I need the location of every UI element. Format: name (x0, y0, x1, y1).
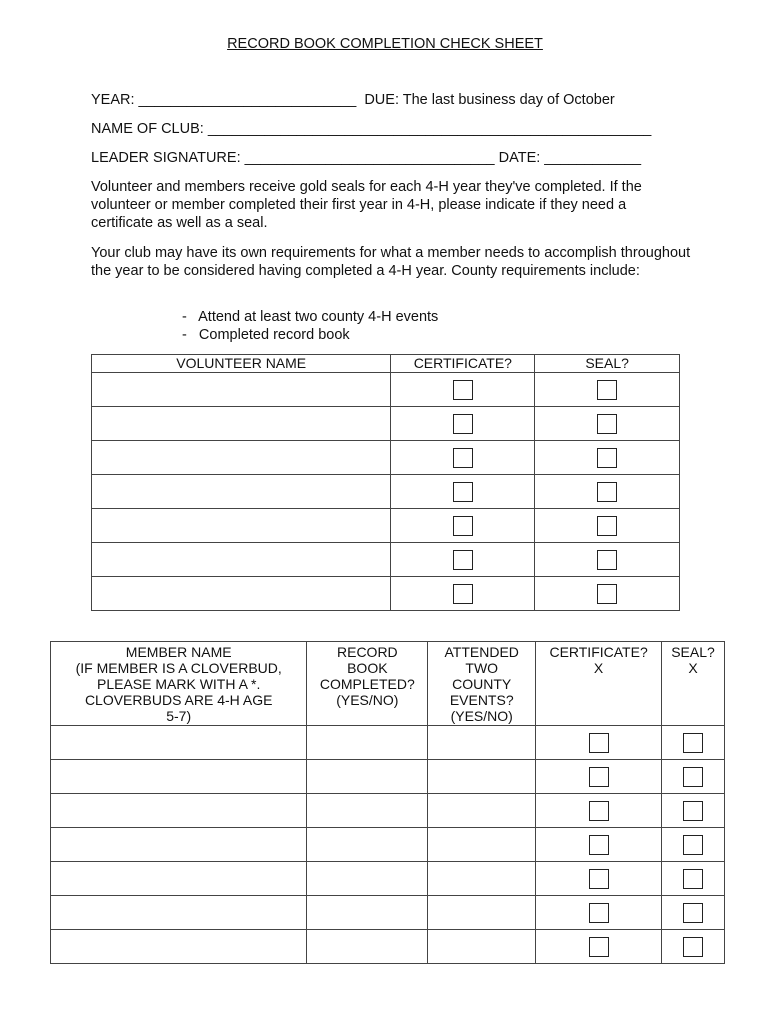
seal-checkbox[interactable] (597, 482, 617, 502)
leader-signature-line[interactable]: LEADER SIGNATURE: _______________________________ DATE: ____________ (91, 150, 642, 166)
attended-events-header (428, 642, 536, 726)
header-line: RECORD (337, 644, 398, 660)
certificate-checkbox[interactable] (453, 414, 473, 434)
seal-cell (662, 726, 725, 760)
header-line: X (688, 660, 698, 676)
table-row (92, 475, 680, 509)
attended-events-cell[interactable] (428, 930, 536, 964)
table-row (51, 794, 725, 828)
seal-cell (662, 862, 725, 896)
record-book-cell[interactable] (307, 862, 428, 896)
certificate-checkbox[interactable] (453, 550, 473, 570)
member-name-cell[interactable] (51, 896, 307, 930)
club-name-line[interactable]: NAME OF CLUB: _______________________________________________________ (91, 121, 652, 137)
seal-cell (535, 441, 680, 475)
volunteer-name-cell[interactable] (92, 509, 391, 543)
volunteer-name-cell[interactable] (92, 441, 391, 475)
member-name-header (51, 642, 307, 726)
certificate-checkbox[interactable] (453, 380, 473, 400)
certificate-checkbox[interactable] (453, 448, 473, 468)
certificate-checkbox[interactable] (589, 937, 609, 957)
table-row (92, 441, 680, 475)
certificate-cell (536, 828, 662, 862)
header-line: COUNTY (452, 676, 512, 692)
volunteer-name-cell[interactable] (92, 543, 391, 577)
seal-checkbox[interactable] (597, 550, 617, 570)
seal-cell (662, 794, 725, 828)
attended-events-cell[interactable] (428, 760, 536, 794)
list-item: - Attend at least two county 4-H events (182, 309, 439, 325)
header-line: CERTIFICATE? (549, 644, 648, 660)
table-row (51, 930, 725, 964)
record-book-cell[interactable] (307, 896, 428, 930)
certificate-checkbox[interactable] (589, 869, 609, 889)
requirements-paragraph: Your club may have its own requirements for what a member needs to accomplish throughout the year to be considered having completed a 4-H year. County requirements include: (91, 245, 691, 279)
seal-checkbox[interactable] (597, 380, 617, 400)
header-line: (YES/NO) (336, 692, 399, 708)
certificate-checkbox[interactable] (453, 482, 473, 502)
header-line: SEAL? (671, 644, 715, 660)
certificate-cell (391, 407, 535, 441)
seal-cell (535, 373, 680, 407)
certificate-checkbox[interactable] (453, 516, 473, 536)
record-book-cell[interactable] (307, 760, 428, 794)
volunteer-name-cell[interactable] (92, 475, 391, 509)
page-title: RECORD BOOK COMPLETION CHECK SHEET (227, 36, 543, 52)
attended-events-cell[interactable] (428, 726, 536, 760)
requirements-list (182, 308, 438, 344)
header-line: (YES/NO) (450, 708, 513, 724)
seal-checkbox[interactable] (683, 767, 703, 787)
seal-checkbox[interactable] (683, 869, 703, 889)
certificate-cell (391, 475, 535, 509)
header-line: ATTENDED (444, 644, 519, 660)
member-name-cell[interactable] (51, 726, 307, 760)
year-due-line[interactable]: YEAR: ___________________________ DUE: The last business day of October (91, 92, 615, 108)
certificate-cell (536, 896, 662, 930)
seal-cell (662, 760, 725, 794)
record-book-cell[interactable] (307, 930, 428, 964)
seal-cell (535, 577, 680, 611)
seal-checkbox[interactable] (683, 937, 703, 957)
member-table (50, 641, 725, 964)
certificate-cell (391, 441, 535, 475)
volunteer-name-header: VOLUNTEER NAME (92, 355, 391, 373)
seal-cell (662, 896, 725, 930)
member-name-cell[interactable] (51, 862, 307, 896)
header-line: MEMBER NAME (125, 644, 232, 660)
certificate-checkbox[interactable] (589, 733, 609, 753)
header-line: (IF MEMBER IS A CLOVERBUD, (75, 660, 282, 676)
record-book-cell[interactable] (307, 726, 428, 760)
header-line: TWO (465, 660, 499, 676)
seal-cell (535, 543, 680, 577)
header-line: 5-7) (166, 708, 192, 724)
seal-checkbox[interactable] (597, 414, 617, 434)
attended-events-cell[interactable] (428, 828, 536, 862)
certificate-cell (536, 862, 662, 896)
header-line: CLOVERBUDS ARE 4-H AGE (84, 692, 273, 708)
member-name-cell[interactable] (51, 828, 307, 862)
header-line: PLEASE MARK WITH A *. (97, 676, 261, 692)
volunteer-name-cell[interactable] (92, 407, 391, 441)
certificate-checkbox[interactable] (453, 584, 473, 604)
certificate-cell (391, 373, 535, 407)
certificate-checkbox[interactable] (589, 903, 609, 923)
seal-cell (662, 930, 725, 964)
seal-checkbox[interactable] (597, 448, 617, 468)
member-seal-header (662, 642, 725, 726)
table-row (92, 509, 680, 543)
seal-checkbox[interactable] (597, 584, 617, 604)
certificate-checkbox[interactable] (589, 801, 609, 821)
certificate-cell (391, 509, 535, 543)
certificate-checkbox[interactable] (589, 767, 609, 787)
volunteer-seal-header: SEAL? (535, 355, 680, 373)
certificate-cell (536, 794, 662, 828)
table-row (51, 896, 725, 930)
certificate-cell (391, 577, 535, 611)
seal-cell (535, 407, 680, 441)
header-line: COMPLETED? (319, 676, 415, 692)
seals-paragraph: Volunteer and members receive gold seals for each 4-H year they've completed. If the volunteer or member completed their first year in 4-H, please indicate if they need a certificate as well as a seal. (91, 179, 642, 231)
attended-events-cell[interactable] (428, 896, 536, 930)
table-row (51, 726, 725, 760)
table-row (92, 373, 680, 407)
seal-cell (535, 509, 680, 543)
seal-checkbox[interactable] (683, 903, 703, 923)
seal-cell (662, 828, 725, 862)
table-row (92, 543, 680, 577)
table-row (92, 407, 680, 441)
volunteer-certificate-header: CERTIFICATE? (391, 355, 535, 373)
header-line: X (593, 660, 604, 676)
certificate-cell (536, 930, 662, 964)
record-book-cell[interactable] (307, 828, 428, 862)
record-book-header (307, 642, 428, 726)
header-line: BOOK (347, 660, 388, 676)
seal-checkbox[interactable] (683, 835, 703, 855)
seal-checkbox[interactable] (597, 516, 617, 536)
member-name-cell[interactable] (51, 930, 307, 964)
certificate-cell (536, 726, 662, 760)
table-row (92, 577, 680, 611)
certificate-checkbox[interactable] (589, 835, 609, 855)
seal-checkbox[interactable] (683, 801, 703, 821)
header-line: EVENTS? (449, 692, 514, 708)
attended-events-cell[interactable] (428, 794, 536, 828)
member-name-cell[interactable] (51, 794, 307, 828)
table-row (51, 828, 725, 862)
certificate-cell (536, 760, 662, 794)
member-name-cell[interactable] (51, 760, 307, 794)
table-row (51, 760, 725, 794)
seal-cell (535, 475, 680, 509)
list-item: - Completed record book (182, 327, 350, 343)
volunteer-name-cell[interactable] (92, 577, 391, 611)
table-row (51, 862, 725, 896)
attended-events-cell[interactable] (428, 862, 536, 896)
volunteer-table (91, 354, 680, 611)
seal-checkbox[interactable] (683, 733, 703, 753)
record-book-cell[interactable] (307, 794, 428, 828)
member-certificate-header (536, 642, 662, 726)
certificate-cell (391, 543, 535, 577)
volunteer-name-cell[interactable] (92, 373, 391, 407)
